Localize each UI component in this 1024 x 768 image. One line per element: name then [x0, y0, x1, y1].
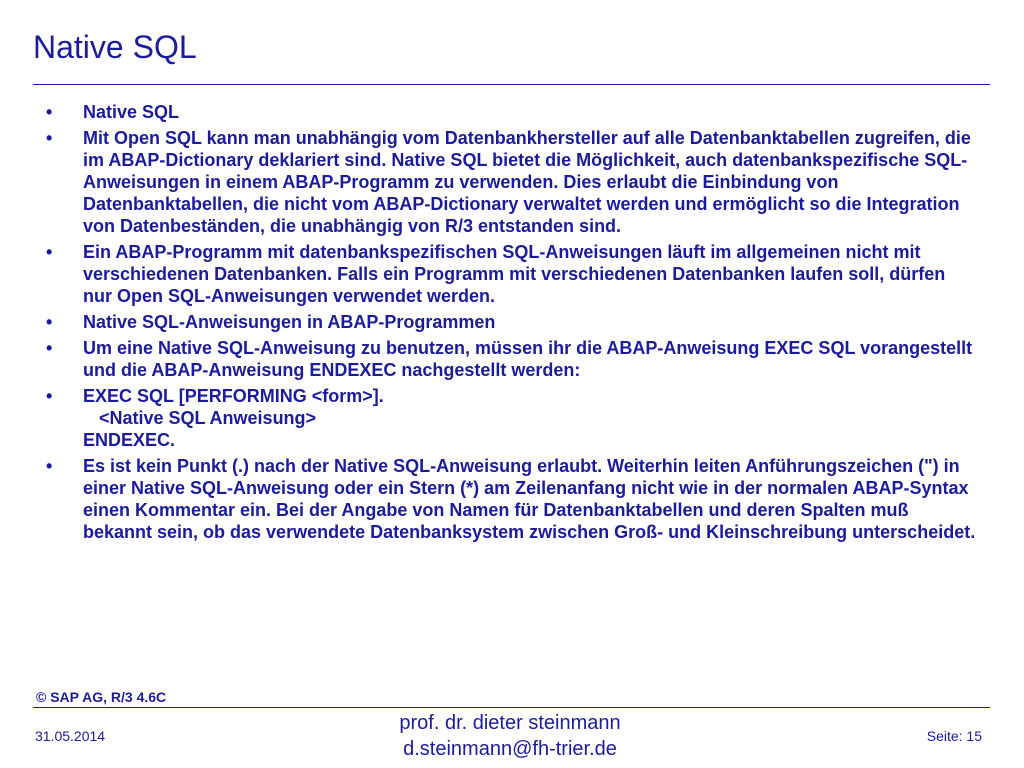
- bullet-text: Mit Open SQL kann man unabhängig vom Datenbankhersteller auf alle Datenbanktabellen zugreifen, die im ABAP-Dictionary deklariert sind. Native SQL bietet die Möglichkeit, auch datenbankspezifische SQL-Anweisungen in einem ABAP-Programm zu verwenden. Dies erlaubt die Einbindung von Datenbanktabellen, die nicht vom ABAP-Dictionary verwaltet werden und ermöglicht so die Integration von Datenbeständen, die unabhängig von R/3 entstanden sind.: [83, 128, 971, 236]
- bullet-text: Native SQL: [83, 102, 180, 122]
- bullet-text: Um eine Native SQL-Anweisung zu benutzen, müssen ihr die ABAP-Anweisung EXEC SQL vorangestellt und die ABAP-Anweisung ENDEXEC nachgestellt werden:: [83, 338, 973, 380]
- bullet-marker: •: [46, 338, 53, 358]
- bullet-marker: •: [46, 102, 53, 122]
- slide-title: Native SQL: [33, 29, 197, 65]
- code-line: ENDEXEC.: [83, 430, 176, 450]
- bullet-item: [46, 311, 976, 333]
- bullet-item: [46, 337, 976, 381]
- bullet-marker: •: [46, 312, 53, 332]
- bullet-list: [46, 101, 976, 543]
- bullet-text: Es ist kein Punkt (.) nach der Native SQL-Anweisung erlaubt. Weiterhin leiten Anführungszeichen (") in einer Native SQL-Anweisung oder ein Stern (*) am Zeilenanfang nicht wie in der normalen ABAP-Syntax einen Kommentar ein. Bei der Angabe von Namen für Datenbanktabellen und deren Spalten muß bekannt sein, ob das verwendete Datenbanksystem zwischen Groß- und Kleinschreibung unterscheidet.: [83, 456, 976, 542]
- bullet-marker: •: [46, 456, 53, 476]
- title-divider: [33, 84, 990, 85]
- bullet-item: [46, 385, 976, 451]
- footer-author: prof. dr. dieter steinmann: [399, 712, 621, 734]
- bullet-text: Native SQL-Anweisungen in ABAP-Programmen: [83, 312, 496, 332]
- copyright-notice: © SAP AG, R/3 4.6C: [36, 689, 167, 705]
- bullet-item: [46, 455, 976, 543]
- page-number: Seite: 15: [926, 728, 982, 744]
- bullet-text: Ein ABAP-Programm mit datenbankspezifischen SQL-Anweisungen läuft im allgemeinen nicht mit verschiedenen Datenbanken. Falls ein Programm mit verschiedenen Datenbanken laufen soll, dürfen nur Open SQL-Anweisungen verwendet werden.: [83, 242, 946, 306]
- bullet-marker: •: [46, 386, 53, 406]
- footer-date: 31.05.2014: [35, 728, 106, 744]
- bullet-item: [46, 127, 976, 237]
- code-line: <Native SQL Anweisung>: [99, 408, 317, 428]
- footer-email: d.steinmann@fh-trier.de: [403, 738, 617, 760]
- bullet-item: [46, 101, 976, 123]
- slide-content: [46, 101, 976, 547]
- bullet-marker: •: [46, 128, 53, 148]
- footer-divider: [33, 707, 990, 708]
- footer-author-block: [340, 710, 680, 762]
- code-line: EXEC SQL [PERFORMING <form>].: [83, 386, 384, 406]
- bullet-item: [46, 241, 976, 307]
- bullet-marker: •: [46, 242, 53, 262]
